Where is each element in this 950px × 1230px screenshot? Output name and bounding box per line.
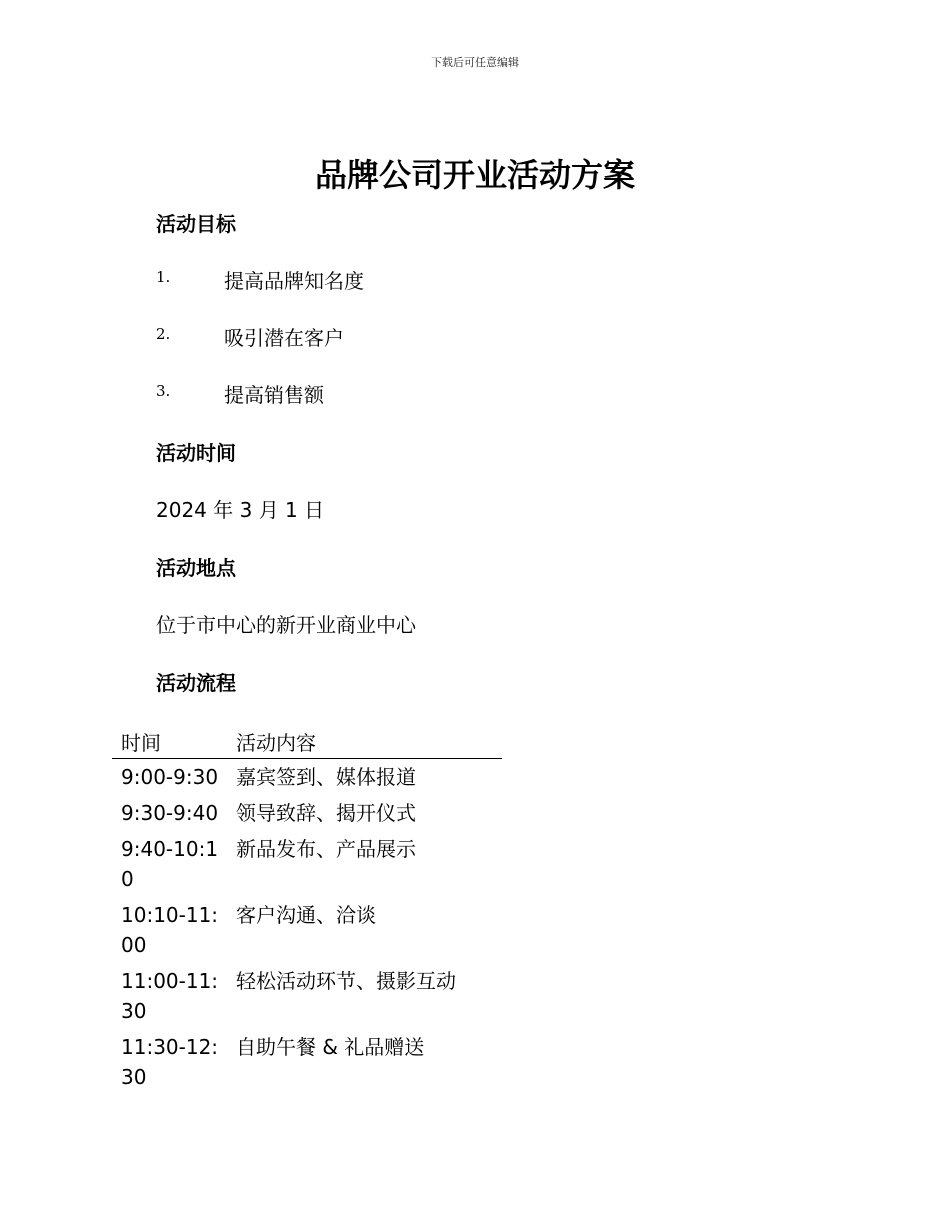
content-cell: 嘉宾签到、媒体报道 <box>236 765 416 789</box>
content-cell: 客户沟通、洽谈 <box>236 903 376 927</box>
event-date: 2024 年 3 月 1 日 <box>156 498 325 522</box>
section-heading-goals: 活动目标 <box>156 212 236 236</box>
list-text: 吸引潜在客户 <box>224 326 344 350</box>
section-heading-flow: 活动流程 <box>156 671 236 695</box>
table-row <box>112 1029 502 1095</box>
table-row <box>112 831 502 897</box>
table-row <box>112 795 502 831</box>
time-cell: 11:00-11:30 <box>121 969 219 1023</box>
table-row <box>112 759 502 796</box>
time-cell: 10:10-11:00 <box>121 903 219 957</box>
schedule-table <box>112 725 502 1095</box>
table-header-row <box>112 725 502 759</box>
content-cell: 自助午餐 & 礼品赠送 <box>236 1035 425 1059</box>
time-cell: 9:00-9:30 <box>121 765 219 789</box>
content-cell: 轻松活动环节、摄影互动 <box>236 969 456 993</box>
table-row <box>112 897 502 963</box>
list-text: 提高品牌知名度 <box>224 269 364 293</box>
time-cell: 11:30-12:30 <box>121 1035 219 1089</box>
list-number: 1. <box>156 268 171 286</box>
section-heading-location: 活动地点 <box>156 556 236 580</box>
section-heading-time: 活动时间 <box>156 441 236 465</box>
document-title: 品牌公司开业活动方案 <box>314 156 635 194</box>
list-number: 2. <box>156 325 171 343</box>
list-number: 3. <box>156 382 171 400</box>
time-cell: 9:40-10:10 <box>121 837 219 891</box>
column-header-time: 时间 <box>112 725 227 759</box>
time-cell: 9:30-9:40 <box>121 801 219 825</box>
content-cell: 新品发布、产品展示 <box>236 837 416 861</box>
header-note: 下载后可任意编辑 <box>431 56 519 69</box>
table-row <box>112 963 502 1029</box>
event-location: 位于市中心的新开业商业中心 <box>156 613 416 637</box>
content-cell: 领导致辞、揭开仪式 <box>236 801 416 825</box>
column-header-content: 活动内容 <box>227 725 502 759</box>
list-text: 提高销售额 <box>224 383 324 407</box>
